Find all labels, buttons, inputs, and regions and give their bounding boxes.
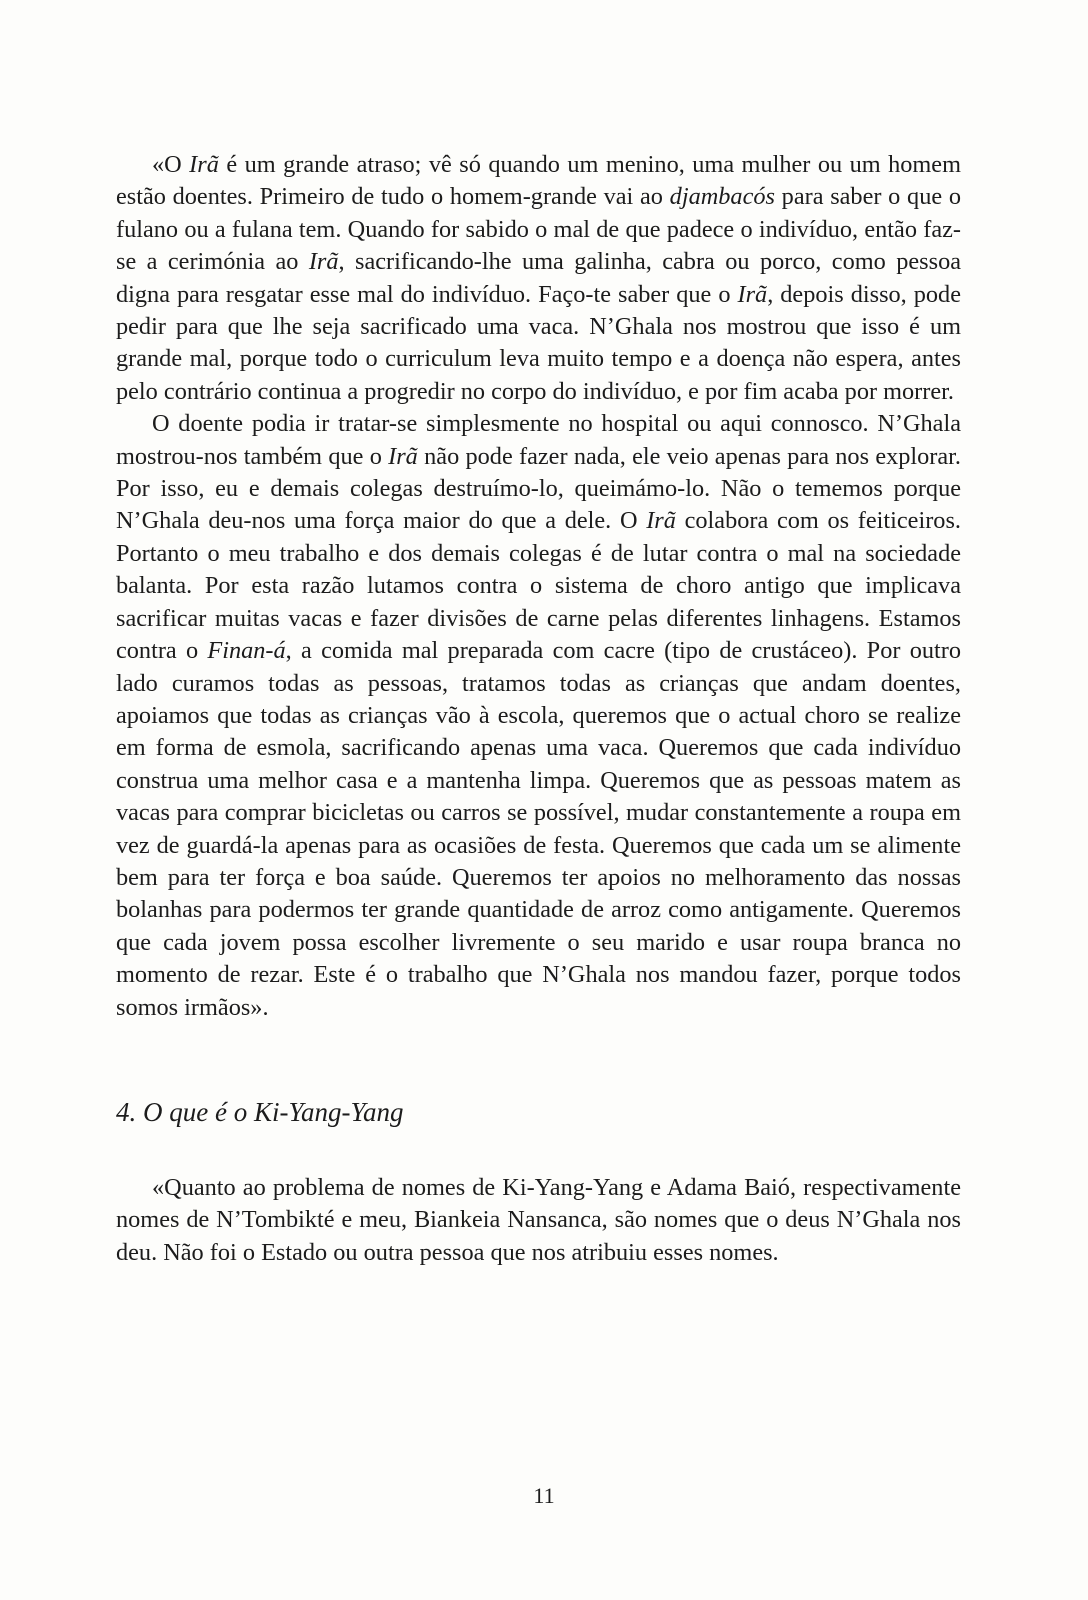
page-body (116, 149, 961, 1269)
text-run: , depois disso, pode pedir para que lhe seja sacrificado uma vaca. N’Ghala nos mostrou que isso é um grande mal, porque todo o curriculum leva muito tempo e a doença não espera, antes pelo contrário continua a progredir no corpo do indivíduo, e por fim acaba por morrer. (116, 280, 961, 405)
paragraph-2 (116, 408, 961, 1024)
text-run: , a comida mal preparada com cacre (tipo de crustáceo). Por outro lado curamos todas as pessoas, tratamos todas as crianças que andam doentes, apoiamos que todas as crianças vão à escola, queremos que o actual choro se realize em forma de esmola, sacrificando apenas uma vaca. Queremos que cada indivíduo construa uma melhor casa e a mantenha limpa. Queremos que as pessoas matem as vacas para comprar bicicletas ou carros se possível, mudar constantemente a roupa em vez de guardá-la apenas para as ocasiões de festa. Queremos que cada um se alimente bem para ter força e boa saúde. Queremos ter apoios no melhoramento das nossas bolanhas para podermos ter grande quantidade de arroz como antigamente. Queremos que cada jovem possa escolher livremente o seu marido e usar roupa branca no momento de rezar. Este é o trabalho que N’Ghala nos mandou fazer, porque todos somos irmãos». (116, 637, 961, 1021)
text-run: é um grande atraso; vê só quando um menino, uma mulher ou um homem estão doentes. Primeiro de tudo o homem-grande vai ao (116, 151, 961, 211)
text-run: O doente podia ir tratar-se simplesmente no hospital ou aqui connosco. N’Ghala mostrou-nos também que o (116, 410, 961, 470)
text-run: , sacrificando-lhe uma galinha, cabra ou porco, como pessoa digna para resgatar esse mal do indivíduo. Faço-te saber que o (116, 248, 961, 308)
italic-term: Irã (308, 248, 339, 276)
text-run: «O (152, 151, 190, 178)
paragraph-3 (116, 1172, 961, 1269)
page-number: 11 (533, 1483, 555, 1508)
italic-term: Irã (737, 280, 768, 308)
section-heading: 4. O que é o Ki-Yang-Yang (116, 1096, 404, 1127)
paragraph-1 (116, 149, 961, 408)
text-run: «Quanto ao problema de nomes de Ki-Yang-Yang e Adama Baió, respectivamente nomes de N’Tombikté e meu, Biankeia Nansanca, são nomes que o deus N’Ghala nos deu. Não foi o Estado ou outra pessoa que nos atribuiu esses nomes. (116, 1173, 961, 1266)
italic-term: djambacós (669, 183, 775, 211)
text-run: para saber o que o fulano ou a fulana tem. Quando for sabido o mal de que padece o indivíduo, então faz-se a cerimónia ao (116, 183, 961, 276)
italic-term: Irã (646, 507, 676, 535)
italic-term: Irã (388, 442, 418, 470)
italic-term: Finan-á (207, 637, 286, 665)
text-run: colabora com os feiticeiros. Portanto o meu trabalho e dos demais colegas é de lutar contra o mal na sociedade balanta. Por esta razão lutamos contra o sistema de choro antigo que implicava sacrificar muitas vacas e fazer divisões de carne pelas diferentes linhagens. Estamos contra o (116, 507, 961, 665)
text-run: não pode fazer nada, ele veio apenas para nos explorar. Por isso, eu e demais colegas destruímo-lo, queimámo-lo. Não o tememos porque N’Ghala deu-nos uma força maior do que a dele. O (116, 442, 961, 535)
italic-term: Irã (189, 151, 219, 178)
